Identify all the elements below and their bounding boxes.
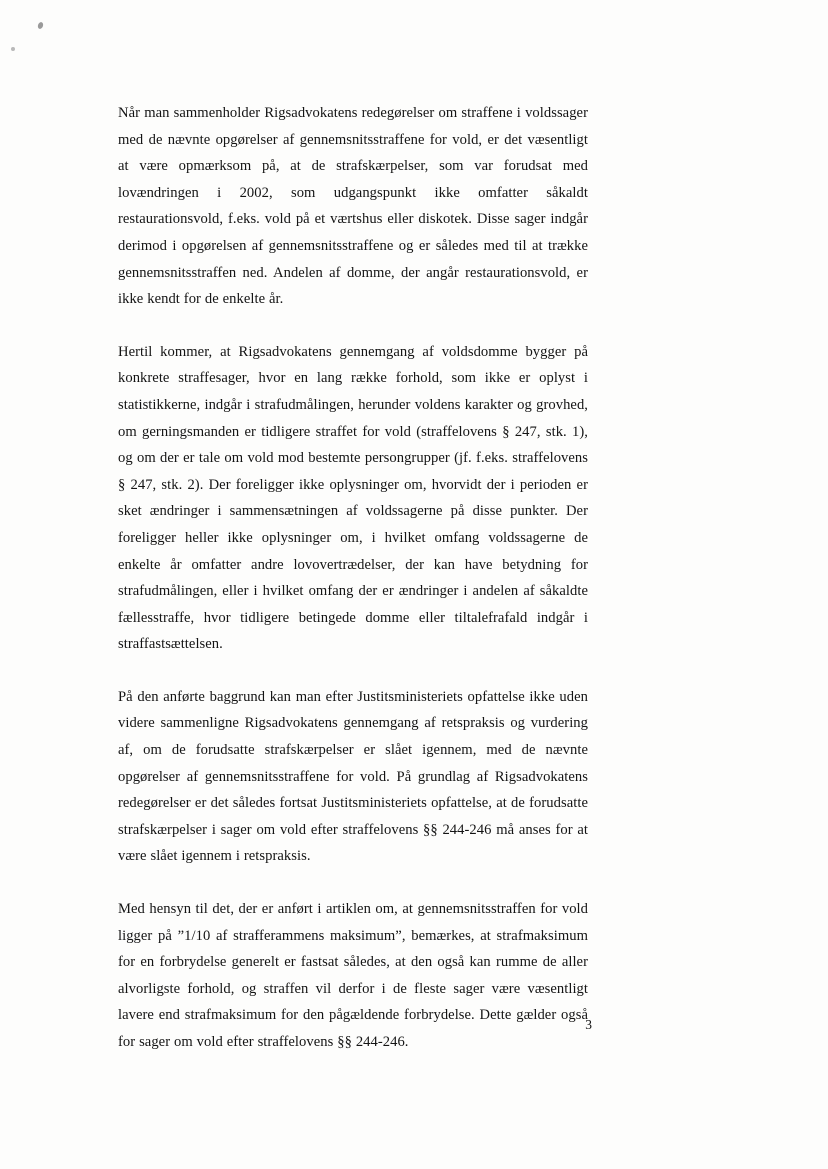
scan-artifact-speck — [37, 21, 44, 29]
body-paragraph: På den anførte baggrund kan man efter Justitsministeriets opfattelse ikke uden videre sammenligne Rigsadvokatens gennemgang af retspraksis og vurdering af, om de forudsatte strafskærpelser er slået igennem, med de nævnte opgørelser af gennemsnitsstraffene for vold. På grundlag af Rigsadvokatens redegørelser er det således fortsat Justitsministeriets opfattelse, at de forudsatte strafskærpelser i sager om vold efter straffelovens §§ 244-246 må anses for at være slået igennem i retspraksis. — [118, 688, 588, 865]
page-number: 3 — [585, 1017, 592, 1032]
body-paragraph: Med hensyn til det, der er anført i artiklen om, at gennemsnitsstraffen for vold ligger på ”1/10 af strafferammens maksimum”, bemærkes, at strafmaksimum for en forbrydelse generelt er fastsat således, at den også kan rumme de aller alvorligste forhold, og straffen vil derfor i de fleste sager være væsentligt lavere end strafmaksimum for den pågældende forbrydelse. Dette gælder også for sager om vold efter straffelovens §§ 244-246. — [118, 901, 588, 1050]
body-paragraph: Når man sammenholder Rigsadvokatens redegørelser om straffene i voldssager med de nævnte opgørelser af gennemsnitsstraffene for vold, er det væsentligt at være opmærksom på, at de strafskærpelser, som var forudsat med lovændringen i 2002, som udgangspunkt ikke omfatter såkaldt restaurationsvold, f.eks. vold på et værtshus eller diskotek. Disse sager indgår derimod i opgørelsen af gennemsnitsstraffene og er således med til at trække gennemsnitsstraffen ned. Andelen af domme, der angår restaurationsvold, er ikke kendt for de enkelte år. — [118, 105, 588, 308]
scan-artifact-speck — [11, 47, 15, 51]
document-body — [118, 100, 588, 1056]
body-paragraph: Hertil kommer, at Rigsadvokatens gennemgang af voldsdomme bygger på konkrete straffesager, hvor en lang række forhold, som ikke er oplyst i statistikkerne, indgår i strafudmålingen, herunder voldens karakter og grovhed, om gerningsmanden er tidligere straffet for vold (straffelovens § 247, stk. 1), og om der er tale om vold mod bestemte persongrupper (jf. f.eks. straffelovens § 247, stk. 2). Der foreligger ikke oplysninger om, hvorvidt der i perioden er sket ændringer i sammensætningen af voldssagerne på disse punkter. Der foreligger heller ikke oplysninger om, i hvilket omfang voldssagerne de enkelte år omfatter andre lovovertrædelser, der kan have betydning for strafudmålingen, eller i hvilket omfang der er ændringer i andelen af såkaldte fællesstraffe, hvor tidligere betingede domme eller tiltalefrafald indgår i straffastsættelsen. — [118, 343, 588, 653]
